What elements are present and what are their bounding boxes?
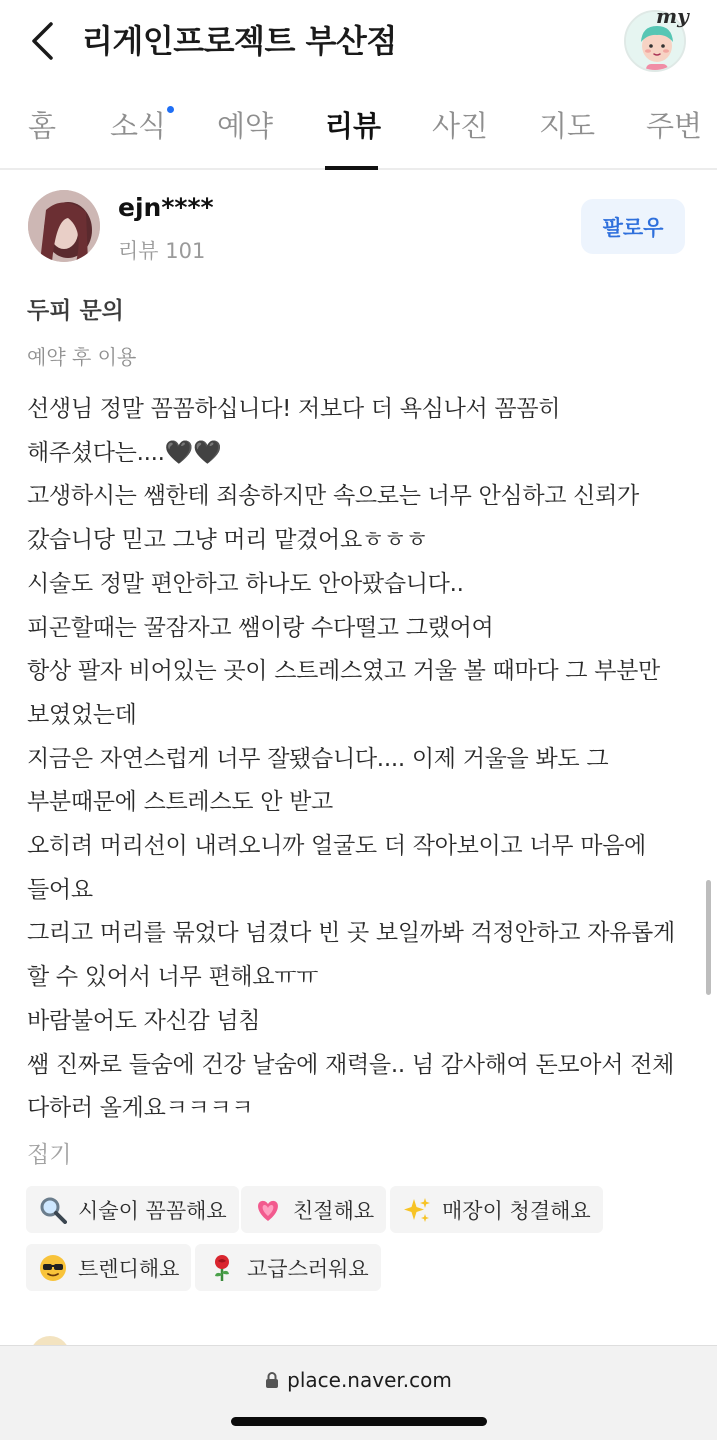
sparkles-icon xyxy=(402,1195,432,1225)
keyword-chip-trendy[interactable] xyxy=(26,1244,191,1291)
review-text: 선생님 정말 꼼꼼하십니다! 저보다 더 욕심나서 꼼꼼히 해주셨다는....🖤🖤 고생하시는 쌤한테 죄송하지만 속으로는 너무 안심하고 신뢰가 갔습니당 믿고 그냥 머리 맡겼어요ㅎㅎㅎ 시술도 정말 편안하고 하나도 안아팠습니다.. 피곤할때는 꿀잠자고 쌤이랑 수다떨고 그랬어여 항상 팔자 비어있는 곳이 스트레스였고 거울 볼 때마다 그 부분만 보였었는데 지금은 자연스럽게 너무 잘됐습니다.... 이제 거울을 봐도 그 부분때문에 스트레스도 안 받고 오히려 머리선이 내려오니까 얼굴도 더 작아보이고 너무 마음에 들어요 그리고 머리를 묶었다 넘겼다 빈 곳 보일까봐 걱정안하고 자유롭게 할 수 있어서 너무 편해요ㅠㅠ 바람불어도 자신감 넘침 쌤 진짜로 들숨에 건강 날숨에 재력을.. 넘 감사해여 돈모아서 전체 다하러 올게요ㅋㅋㅋㅋ xyxy=(27,396,675,1122)
keyword-chip-kind[interactable] xyxy=(241,1186,386,1233)
reviewer-photo xyxy=(28,190,100,262)
keyword-label: 고급스러워요 xyxy=(247,1256,369,1281)
url-text: place.naver.com xyxy=(287,1368,452,1392)
keyword-chip-thorough[interactable] xyxy=(26,1186,239,1233)
tab-home[interactable]: 홈 xyxy=(28,109,57,143)
follow-button[interactable]: 팔로우 xyxy=(581,199,685,254)
home-indicator[interactable] xyxy=(231,1417,487,1426)
app-header xyxy=(0,0,717,84)
sunglasses-face-icon xyxy=(38,1253,68,1283)
tab-bar xyxy=(0,84,717,170)
url-field[interactable] xyxy=(0,1368,717,1392)
chevron-left-icon xyxy=(29,21,55,61)
tab-photos[interactable]: 사진 xyxy=(432,109,489,143)
tab-reservation[interactable]: 예약 xyxy=(217,109,274,143)
tab-map[interactable]: 지도 xyxy=(539,109,596,143)
tab-nearby[interactable]: 주변 xyxy=(646,109,703,143)
rose-icon xyxy=(207,1253,237,1283)
new-notice-dot xyxy=(167,106,174,113)
tab-reviews[interactable]: 리뷰 xyxy=(325,109,382,143)
keyword-chip-luxurious[interactable] xyxy=(195,1244,381,1291)
keyword-label: 시술이 꼼꼼해요 xyxy=(78,1198,227,1223)
fold-button[interactable]: 접기 xyxy=(27,1142,72,1168)
my-label: my xyxy=(656,4,689,28)
scrollbar-thumb[interactable] xyxy=(706,880,711,995)
keyword-label: 친절해요 xyxy=(293,1198,375,1223)
back-button[interactable] xyxy=(22,18,62,64)
browser-address-bar xyxy=(0,1345,717,1440)
service-name: 두피 문의 xyxy=(27,298,124,324)
keyword-label: 트렌디해요 xyxy=(78,1256,180,1281)
reviewer-avatar[interactable] xyxy=(28,190,100,262)
reviewer-review-count: 리뷰 101 xyxy=(118,239,206,263)
keyword-chip-clean[interactable] xyxy=(390,1186,603,1233)
reviewer-name[interactable]: ejn**** xyxy=(118,193,214,222)
magnifier-icon xyxy=(38,1195,68,1225)
page-title: 리게인프로젝트 부산점 xyxy=(82,22,397,60)
active-tab-indicator xyxy=(325,166,378,170)
visit-type-label: 예약 후 이용 xyxy=(27,345,137,369)
heart-icon xyxy=(253,1195,283,1225)
tab-news[interactable]: 소식 xyxy=(110,109,167,143)
keyword-label: 매장이 청결해요 xyxy=(442,1198,591,1223)
lock-icon xyxy=(265,1371,279,1389)
